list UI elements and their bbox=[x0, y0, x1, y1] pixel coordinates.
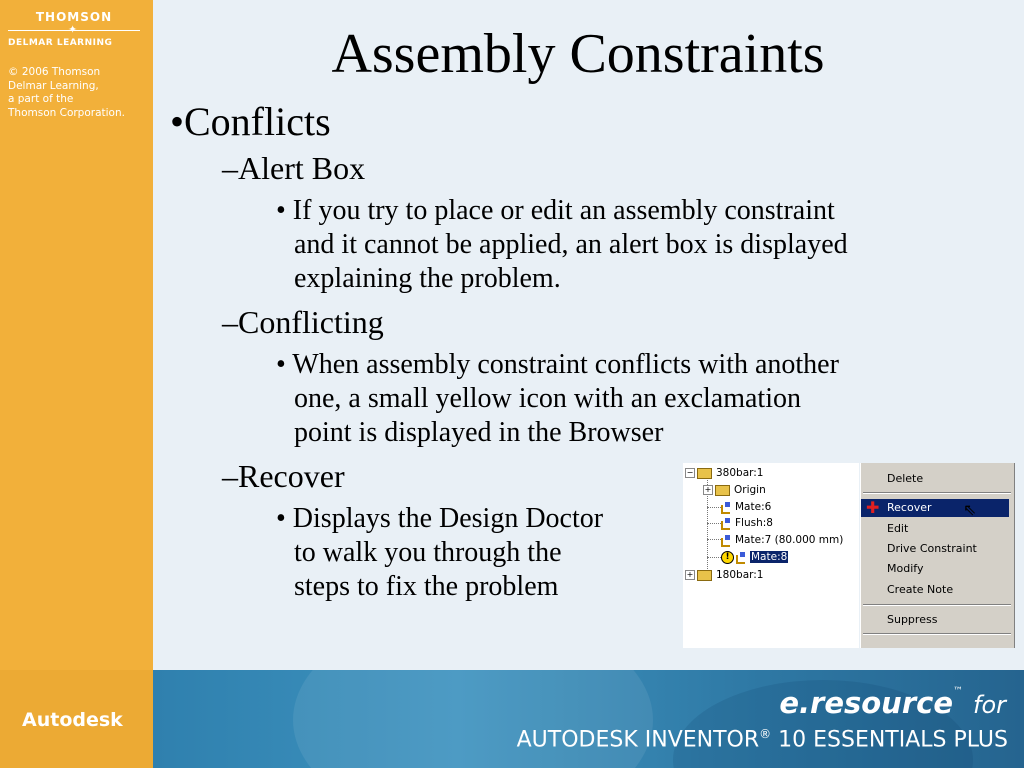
menu-separator bbox=[863, 492, 1011, 494]
context-menu bbox=[860, 463, 1015, 648]
logo-delmar: DELMAR LEARNING bbox=[8, 38, 113, 48]
tree-item-mate-6[interactable] bbox=[721, 499, 771, 515]
menu-item-recover[interactable]: ✚ Recover ⇖ bbox=[860, 499, 1009, 517]
copyright-line: a part of the bbox=[8, 93, 74, 105]
alert-box-detail-line: and it cannot be applied, an alert box is displayed bbox=[294, 229, 848, 260]
logo-divider bbox=[8, 23, 148, 36]
expand-box-icon[interactable]: + bbox=[704, 485, 712, 494]
recover-detail-line: • Displays the Design Doctor bbox=[276, 503, 604, 534]
recover-detail-line: steps to fix the problem bbox=[294, 571, 559, 602]
recover-cross-icon: ✚ bbox=[866, 498, 880, 517]
footer-banner bbox=[153, 670, 1024, 768]
tree-item-label: 180bar:1 bbox=[716, 569, 764, 581]
slide-title: Assembly Constraints bbox=[331, 23, 825, 85]
tree-item-label: Flush:8 bbox=[735, 517, 773, 529]
tree-item-label: Mate:7 (80.000 mm) bbox=[735, 534, 844, 546]
tree-item-mate-7[interactable] bbox=[721, 532, 843, 548]
mate-constraint-icon bbox=[721, 535, 731, 546]
menu-item-drive-constraint[interactable]: Drive Constraint bbox=[887, 542, 977, 555]
tree-item-label: 380bar:1 bbox=[716, 467, 764, 479]
eresource-logo bbox=[779, 686, 1006, 720]
publisher-logo bbox=[8, 10, 148, 48]
collapse-box-icon[interactable]: − bbox=[686, 468, 694, 477]
menu-item-suppress[interactable]: Suppress bbox=[887, 613, 938, 626]
conflicting-detail-line: one, a small yellow icon with an exclamation bbox=[294, 383, 801, 414]
menu-item-edit[interactable]: Edit bbox=[887, 522, 909, 535]
autodesk-logo: Autodesk bbox=[22, 709, 123, 731]
mate-constraint-icon bbox=[721, 502, 731, 513]
logo-thomson: THOMSON bbox=[35, 10, 113, 24]
tree-item-label: Mate:6 bbox=[735, 501, 772, 513]
expand-box-icon[interactable]: + bbox=[686, 570, 694, 579]
tree-item-label: Origin bbox=[734, 484, 766, 496]
bullet-conflicts: •Conflicts bbox=[170, 99, 331, 144]
conflicting-detail-line: • When assembly constraint conflicts with another bbox=[276, 349, 839, 380]
part-folder-icon bbox=[697, 570, 712, 581]
alert-box-detail-line: • If you try to place or edit an assembly constraint bbox=[276, 195, 835, 226]
eresource-for: for bbox=[973, 691, 1006, 719]
tree-item-origin[interactable] bbox=[703, 482, 766, 498]
trademark-symbol: ™ bbox=[953, 686, 963, 697]
registered-symbol: ® bbox=[759, 727, 772, 741]
eresource-brand: e.resource bbox=[779, 686, 953, 720]
star-icon: ✦ bbox=[68, 23, 78, 36]
tree-item-180bar[interactable] bbox=[685, 567, 764, 583]
alert-box-detail-line: explaining the problem. bbox=[294, 263, 561, 294]
copyright-notice bbox=[8, 66, 150, 120]
menu-separator bbox=[863, 604, 1011, 606]
browser-tree-screenshot bbox=[683, 463, 859, 648]
footer-left bbox=[0, 670, 153, 768]
sidebar bbox=[0, 0, 153, 670]
product-title: AUTODESK INVENTOR bbox=[516, 727, 760, 753]
conflicting-detail-line: point is displayed in the Browser bbox=[294, 417, 664, 448]
sub-bullet-alert-box: –Alert Box bbox=[222, 150, 366, 186]
product-suffix: 10 ESSENTIALS PLUS bbox=[771, 727, 1008, 753]
tree-item-mate-8[interactable] bbox=[721, 549, 788, 565]
tree-item-380bar[interactable] bbox=[685, 465, 764, 481]
flush-constraint-icon bbox=[721, 518, 731, 529]
tree-item-label: Mate:8 bbox=[751, 551, 788, 563]
folder-icon bbox=[715, 485, 730, 496]
product-name bbox=[517, 727, 1008, 752]
copyright-line: Thomson Corporation. bbox=[8, 106, 125, 119]
menu-separator bbox=[863, 633, 1011, 635]
copyright-line: Delmar Learning, bbox=[8, 79, 99, 92]
tree-item-flush-8[interactable] bbox=[721, 515, 773, 531]
sub-bullet-conflicting: –Conflicting bbox=[222, 304, 384, 340]
menu-item-create-note[interactable]: Create Note bbox=[887, 583, 954, 596]
sub-bullet-recover: –Recover bbox=[222, 458, 345, 494]
mate-constraint-icon bbox=[736, 552, 746, 563]
mouse-cursor-icon: ⇖ bbox=[963, 500, 977, 519]
warning-icon: ! bbox=[721, 551, 734, 564]
recover-detail-line: to walk you through the bbox=[294, 537, 562, 568]
menu-item-modify[interactable]: Modify bbox=[887, 562, 924, 575]
menu-item-delete[interactable]: Delete bbox=[887, 472, 924, 485]
part-folder-icon bbox=[697, 468, 712, 479]
copyright-line: © 2006 Thomson bbox=[8, 66, 101, 78]
